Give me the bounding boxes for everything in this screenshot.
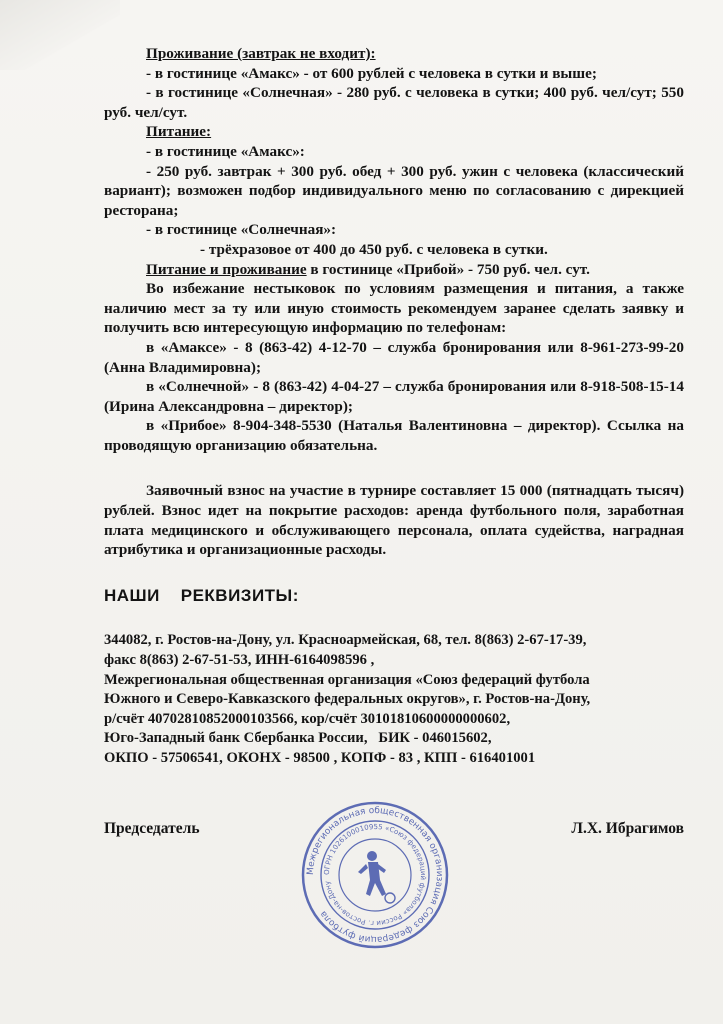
requisites-line-5: р/счёт 40702810852000103566, кор/счёт 30101810600000000602,	[104, 710, 511, 727]
requisites-heading: НАШИ РЕКВИЗИТЫ:	[104, 585, 299, 605]
food-solnechnaya-label: - в гостинице «Солнечная»:	[146, 221, 337, 239]
accommodation-solnechnaya: - в гостинице «Солнечная» - 280 руб. с человека в сутки; 400 руб. чел/сут; 550 руб. чел/сут.	[104, 84, 684, 121]
booking-intro: Во избежание нестыковок по условиям размещения и питания, а также наличию мест за ту или иную стоимость рекомендуем заранее сделать заявку и получить всю интересующую информацию по телефонам:	[104, 280, 684, 337]
food-solnechnaya-detail: - трёхразовое от 400 до 450 руб. с человека в сутки.	[200, 240, 548, 258]
food-heading: Питание:	[146, 123, 212, 141]
booking-priboy: в «Прибое» 8-904-348-5530 (Наталья Валентиновна – директор). Ссылка на проводящую организацию обязательна.	[104, 417, 684, 454]
spacer	[104, 560, 684, 586]
requisites-line-7: ОКПО - 57506541, ОКОНХ - 98500 , КОПФ - 83 , КПП - 616401001	[104, 750, 536, 766]
page-fold-shadow	[0, 0, 120, 70]
document-body	[104, 44, 684, 769]
accommodation-heading: Проживание (завтрак не входит):	[146, 45, 376, 62]
signature-title: Председатель	[104, 820, 200, 837]
priboy-line: Питание и проживание в гостинице «Прибой» - 750 руб. чел. сут.	[146, 260, 590, 278]
spacer	[104, 455, 684, 481]
fee-paragraph: Заявочный взнос на участие в турнире составляет 15 000 (пятнадцать тысяч) рублей. Взнос идет на покрытие расходов: аренда футбольного поля, заработная плата медицинского и обслуживающего персонала, оплата судейства, наградная атрибутика и организационные расходы.	[104, 482, 684, 559]
food-amaks-detail: - 250 руб. завтрак + 300 руб. обед + 300 руб. ужин с человека (классический вариант); возможен подбор индивидуального меню по согласованию с дирекцией ресторана;	[104, 162, 684, 219]
booking-amaks: в «Амаксе» - 8 (863-42) 4-12-70 – служба бронирования или 8-961-273-99-20 (Анна Владимировна);	[104, 338, 684, 376]
requisites-line-6: Юго-Западный банк Сбербанка России, БИК - 046015602,	[104, 730, 492, 747]
requisites-line-3: Межрегиональная общественная организация «Союз федераций футбола	[104, 671, 590, 688]
stamp-player-emblem-icon	[358, 851, 395, 903]
booking-solnechnaya: в «Солнечной» - 8 (863-42) 4-04-27 – служба бронирования или 8-918-508-15-14 (Ирина Александровна – директор);	[104, 378, 684, 415]
requisites-line-1: 344082, г. Ростов-на-Дону, ул. Красноармейская, 68, тел. 8(863) 2-67-17-39,	[104, 632, 587, 649]
organization-stamp-icon	[300, 800, 450, 950]
stamp-outer-text: Межрегиональная общественная организация Союз федераций футбола	[305, 805, 445, 945]
requisites-line-2: факс 8(863) 2-67-51-53, ИНН-6164098596 ,	[104, 652, 375, 669]
signature-name: Л.Х. Ибрагимов	[571, 820, 684, 837]
requisites-line-4: Южного и Северо-Кавказского федеральных округов», г. Ростов-на-Дону,	[104, 691, 591, 708]
stamp-inner-text: ОГРН 1026100010955 «Союз федераций футбола» России г. Ростов-на-Дону	[322, 822, 428, 928]
spacer	[104, 605, 684, 631]
food-amaks-label: - в гостинице «Амакс»:	[146, 142, 305, 160]
accommodation-amaks: - в гостинице «Амакс» - от 600 рублей с человека в сутки и выше;	[146, 64, 597, 82]
